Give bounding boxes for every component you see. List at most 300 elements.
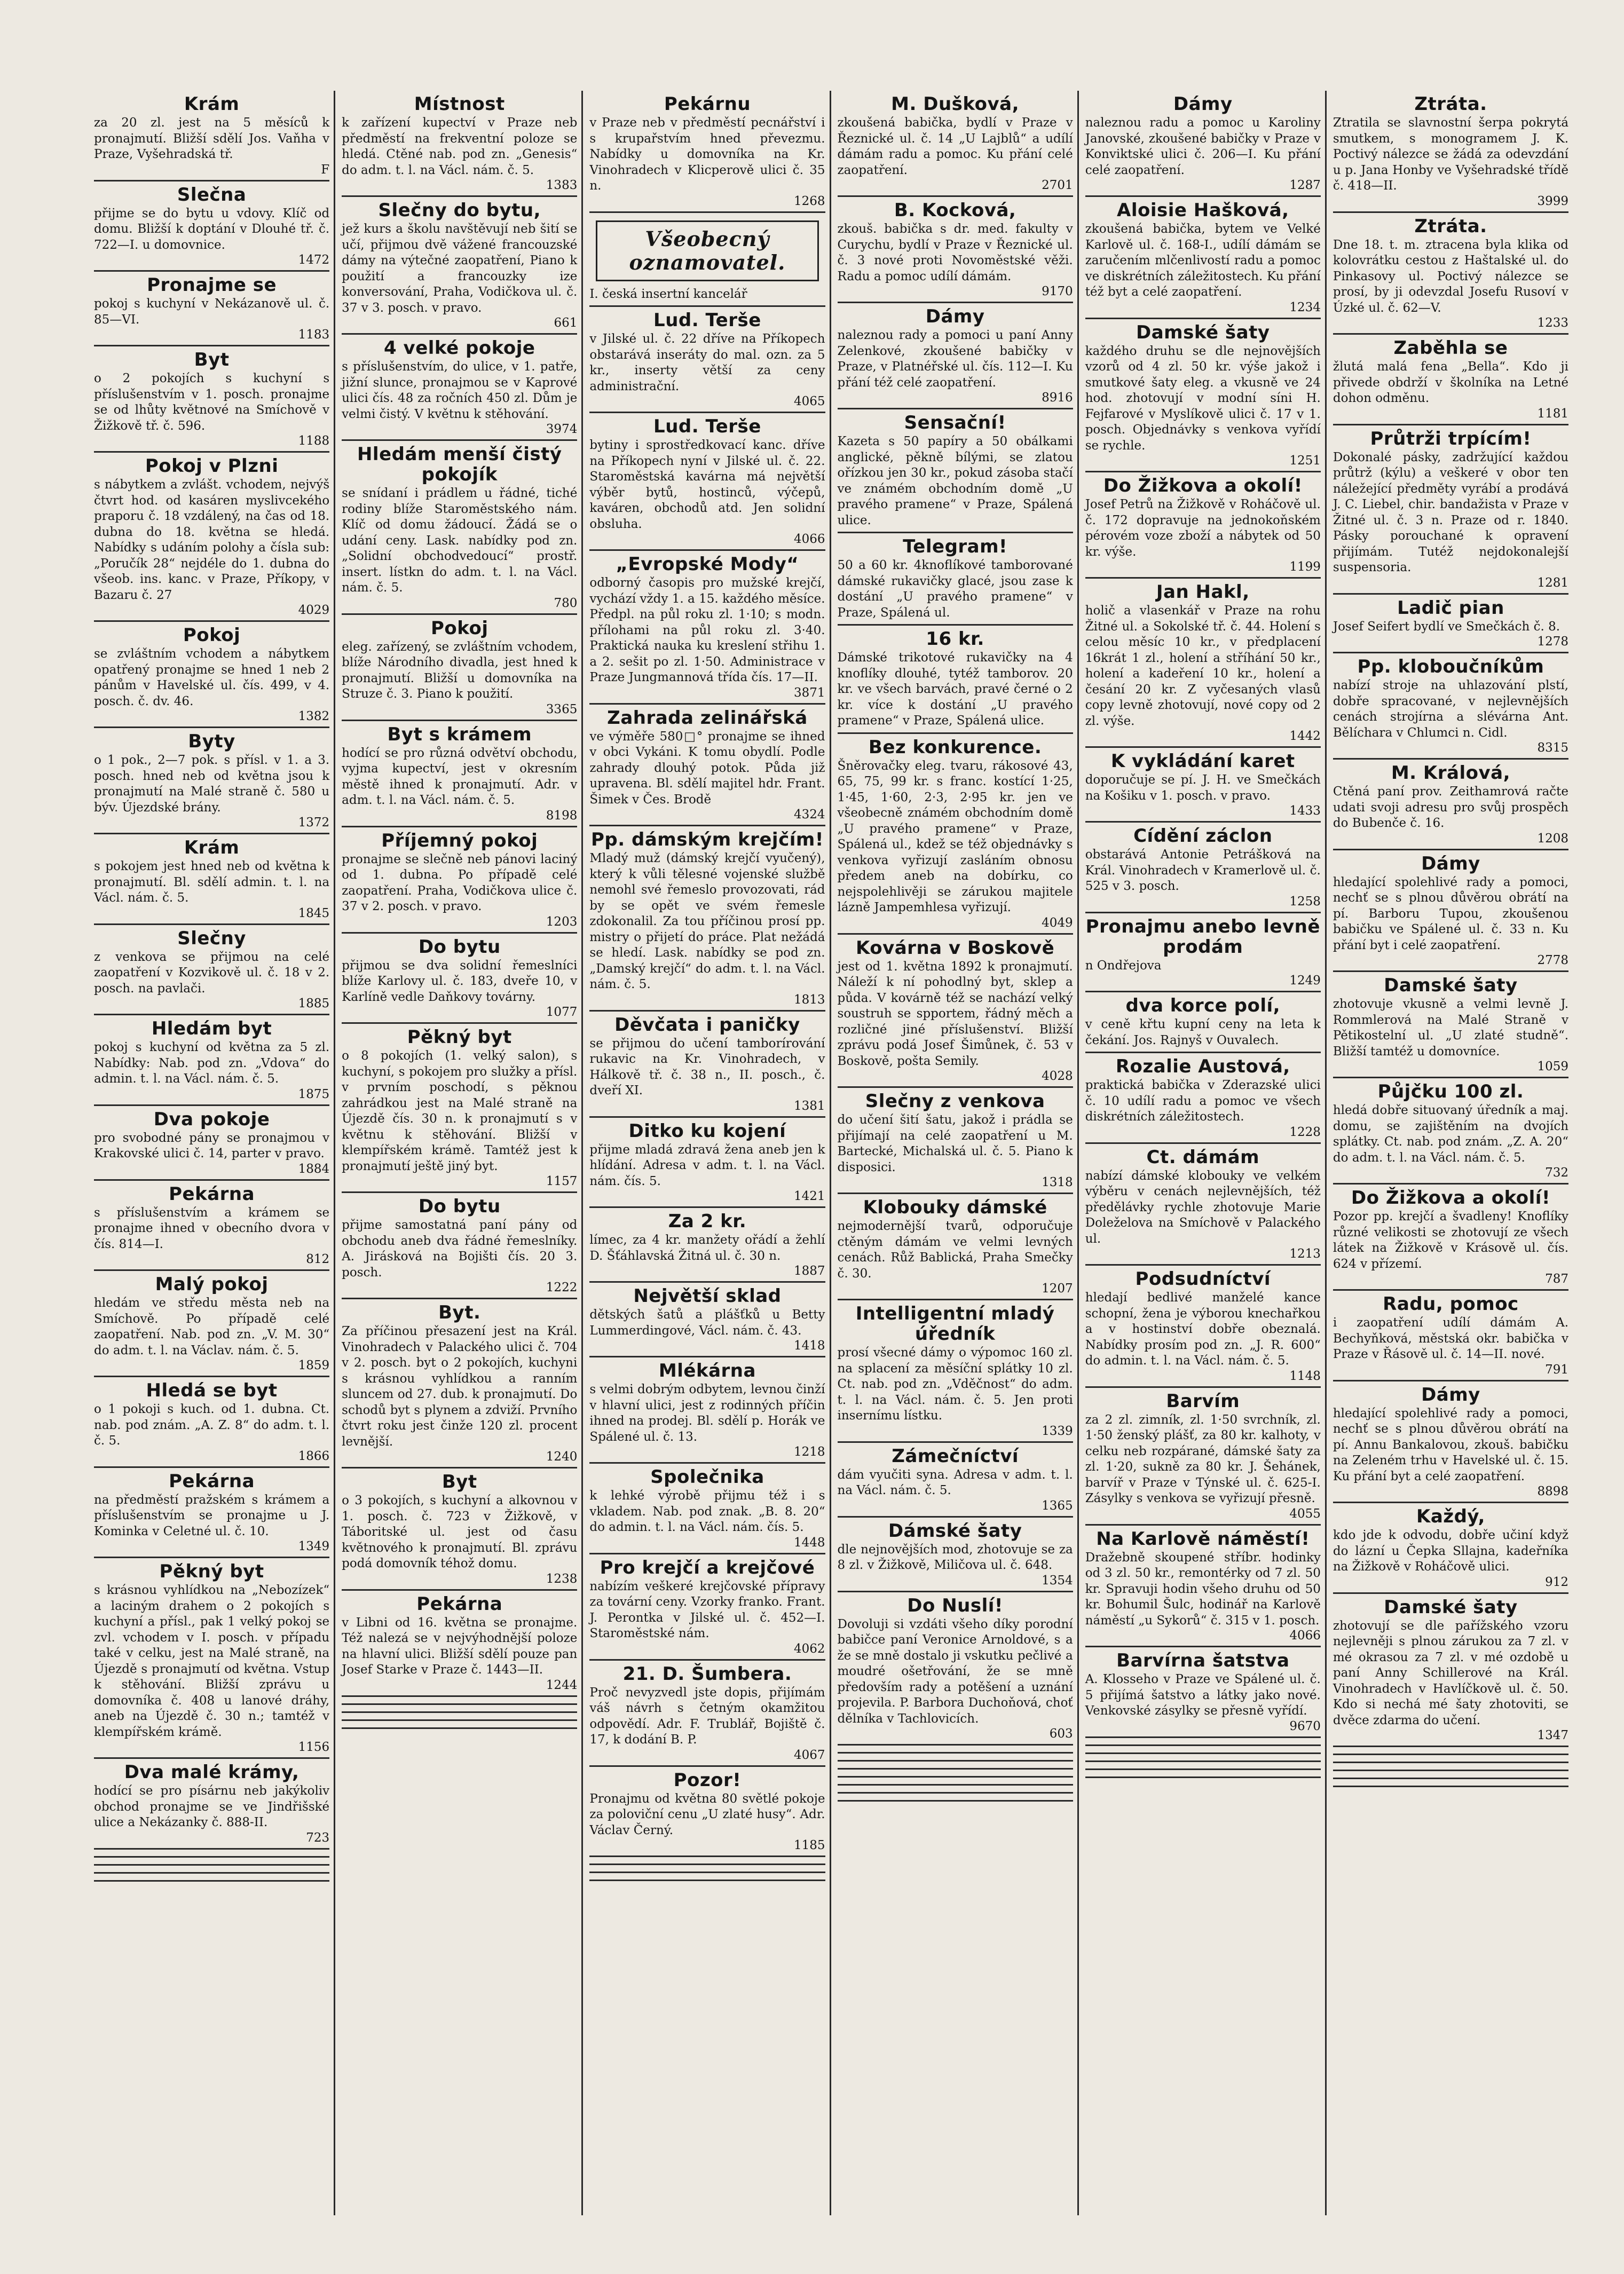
ad-number: 1349 [298,1539,330,1553]
ad-number: 4067 [793,1748,825,1762]
ad-body: o 2 pokojích s kuchyní s příslušenstvím v 1. posch. pronajme se od lhůty květnové na Smíchově v Žižkově tř. č. 596. [94,372,330,433]
classified-ad [838,1194,1073,1300]
ad-heading: Hledám byt [151,1018,272,1039]
ad-body: přijme samostatná paní pány od obchodu aneb dva řádné řemeslníky. A. Jirásková na Bojišti čís. 20 3. posch. [342,1218,578,1280]
ad-number: 9170 [1042,285,1073,298]
ad-number: 1845 [298,906,330,920]
classified-ad [1085,1144,1321,1266]
ad-body: nabízí dámské klobouky ve velkém výběru v cenách nejlevnějších, též předělávky rychle zhotovuje Marie Doleželova na Smíchově v Palackého ul. [1085,1168,1321,1246]
ad-heading: Byty [188,731,235,752]
ad-heading: Dva malé krámy, [124,1762,299,1783]
classified-ad [342,1591,577,1697]
ad-body: Josef Petrů na Žižkově v Roháčově ul. č. 172 dopravuje na jednokoňském pérovém voze zboží a nábytek od 50 kr. výše. [1085,498,1321,559]
ad-heading: Zámečníctví [892,1445,1019,1467]
ad-heading: Bez konkurence. [868,736,1042,758]
ad-number: 1228 [1289,1125,1321,1139]
classified-ad [838,1443,1073,1518]
classified-ad [838,1794,1073,1802]
classified-ad [1333,1763,1568,1771]
ad-heading: Damské šaty [1384,975,1518,996]
ad-heading: Aloisie Hašková, [1117,200,1289,221]
classified-ad [589,1554,825,1661]
ad-body: zkoušená babička, bytem ve Velké Karlově ul. č. 168-I., udílí dámám se zaručením mlčenlivostí radu a pomoc ve diskrétních záležitostech. Ku přání též byt a celé zaopatření. [1085,222,1321,299]
ad-heading: Děvčata i paničky [614,1014,800,1036]
classified-ad [1085,1762,1321,1770]
ad-number: 1347 [1537,1728,1569,1742]
ad-body: s pokojem jest hned neb od května k pronajmutí. Bl. sdělí admin. t. l. na Václ. nám. č. 5. [94,859,330,905]
ad-heading: Dámy [1421,1384,1480,1406]
ad-number: 1181 [1537,406,1569,421]
ad-body: s krásnou vyhlídkou na „Nebozízek“ a laciným drahem o 2 pokojích s kuchyní a přísl., pak 1 velký pokoj se zvl. vchodem v I. posch. v případu také v celku, jest na Malé straně, na Újezdě s pronajmutí od května. Vstup k stěhování. Bližší zprávu u domovníka č. 408 u lanové dráhy, aneb na Újezdě č. 30 n.; tamtéž v klempířském krámě. [94,1583,330,1739]
ad-heading: M. Králová, [1391,762,1511,784]
ad-number: 1183 [298,328,330,342]
ad-heading: Pro krejčí a krejčové [600,1557,815,1578]
ad-number: 1885 [298,997,330,1010]
ad-heading: Byt [194,349,230,370]
ad-body: Pozor pp. krejčí a švadleny! Knoflíky různé velikosti se zhotovují ze všech látek na Žižkově v Krásově ul. čís. 624 v přízemí. [1333,1210,1569,1271]
ad-body: za 2 zl. zimník, zl. 1·50 svrchník, zl. 1·50 ženský plášť, za 80 kr. kalhoty, v celku neb rozpárané, dámské šaty za zl. 1·20, sukně za 80 kr. J. Šehánek, barvíř v Praze v Týnské ul. č. 625-I. Zásylky s venkova se vyřizují přesně. [1085,1412,1321,1505]
ad-heading: Malý pokoj [155,1274,269,1295]
ad-number: 787 [1545,1272,1569,1286]
classified-ad [94,1558,329,1759]
ad-body: Ztratila se slavnostní šerpa pokrytá smutkem, s monogramem J. K. Poctivý nálezce se žádá za odevzdání u p. Jana Honby ve Vyšehradské třídě č. 418—II. [1333,116,1569,193]
ad-body: ve výměře 580□° pronajme se ihned v obci Vykáni. K tomu obydlí. Podle zahrady dlouhý potok. Půda již upravena. Bl. sdělí majitel hdr. Frant. Šimek v Čes. Brodě [589,729,825,807]
ad-heading: Ct. dámám [1146,1146,1260,1168]
ad-body: A. Klosseho v Praze ve Spálené ul. č. 5 přijímá šatstvo a látky jako nové. Venkovské zásylky se přesně vyřídí. [1085,1672,1321,1718]
ad-body: Šněrovačky eleg. tvaru, rákosové 43, 65, 75, 99 kr. s franc. kostící 1·25, 1·45, 1·60, 2·3, 2·95 kr. jen ve všeobecně známém obchodním domě „U pravého pramene“ v Praze, Spálená ul., kdež se též objednávky s venkova vyřizují zasláním obnosu předem aneb na dobírku, co nejspolehlivěji se zárukou majitele lázně Jampemhlesa vyřizují. [837,759,1073,914]
classified-ad [342,934,577,1024]
box-body: I. česká insertní kancelář [589,287,747,301]
ad-heading: Pekárna [416,1593,503,1615]
classified-ad [1333,760,1568,850]
ad-body: Dne 18. t. m. ztracena byla klika od kolovrátku cestou z Haštalské ul. do Pinkasovy ul. Poctivý nálezce se prosí, by ji odevzdal Josefu Rusoví v Úzké ul. č. 62—V. [1333,238,1569,315]
classified-ad [1085,1770,1321,1778]
ad-body: zhotovují se dle pařížského vzoru nejlevněji s plnou zárukou za 7 zl. v mé okrasou za 7 zl. v mé ozdobě u paní Anny Schillerové na Král. Vinohradech v Havlíčkově ul. č. 50. Kdo si nechá mé šaty zhotoviti, se dvěce zdarma do učení. [1333,1618,1569,1727]
classified-ad [589,1767,825,1858]
classified-ad [94,91,329,181]
classified-ad [1333,1503,1568,1594]
ad-body: hledající spolehlivé rady a pomoci, nechť se s plnou důvěrou obrátí na pí. Annu Bankalovou, zkouš. babičku na Zeleném trhu v Havelské ul. č. 15. Ku přání byt a celé zaopatření. [1333,1406,1569,1483]
ad-heading: Do bytu [418,1196,501,1217]
ad-body: hledající spolehlivé rady a pomoci, nechť se s plnou důvěrou obrátí na pí. Barboru Tupou, zkoušenou babičku ve Spálené ul. č. 33 n. Ku přání byt i celé zaopatření. [1333,875,1569,952]
ad-number: 1442 [1289,729,1321,743]
classified-ad [94,1874,329,1882]
ad-heading: Intelligentní mladý úředník [855,1303,1055,1345]
ad-heading: Zaběhla se [1393,337,1508,359]
ad-heading: Pronajmu anebo levně prodám [1085,915,1320,958]
classified-ad [1085,1754,1321,1762]
ad-heading: Pp. kloboučníkům [1357,656,1544,677]
classified-ad [589,1012,825,1118]
classified-ad [1085,319,1321,473]
ad-body: nejmodernější tvarů, odporučuje ctěným dámám ve velmi levných cenách. Růž Bablická, Praha Smečky č. 30. [837,1219,1073,1281]
ad-number: 1281 [1537,575,1569,590]
classified-ad [342,1705,577,1713]
ad-body: Dámské trikotové rukavičky na 4 knoflíky dlouhé, tytéž tamborov. 20 kr. ve všech barvách, pravé černé o 2 kr. více k dostání „U pravého pramene“ v Praze, Spálená ulice. [837,651,1073,728]
ad-heading: Společnika [650,1466,764,1488]
ad-heading: Jan Hakl, [1156,581,1250,603]
ad-body: o 3 pokojích, s kuchyní a alkovnou v 1. posch. č. 723 v Žižkově, v Táboritské ul. jest od času květnového k pronajmutí. Bl. zprávu podá domovník téhož domu. [342,1494,578,1570]
ad-heading: Damské šaty [1136,321,1270,343]
classified-ad [1333,972,1568,1078]
ad-number: 3974 [546,422,578,436]
ad-number: 4066 [793,532,825,546]
ad-number: 1448 [793,1535,825,1550]
ad-number: 1421 [793,1189,825,1203]
ad-body: naleznou rady a pomoci u paní Anny Zelenkové, zkoušené babičky v Praze, v Platnéřské ul. čís. 112—I. Ku přání též celé zaopatření. [837,328,1073,390]
ad-body: pronajme se slečně neb pánovi laciný od 1. dubna. Po případě celé zaopatření. Praha, Vodičkova ulice č. 37 v 2. posch. v pravo. [342,852,578,913]
column-2 [338,91,583,2215]
ad-body: n Ondřejova [1085,958,1162,973]
ad-heading: Pokoj v Plzni [145,455,279,477]
ad-body: každého druhu se dle nejnovějších vzorů od 4 zl. 50 kr. výše jakož i smutkové šaty eleg. a vkusně ve 24 hod. zhotovují v modní síni H. Fejfarové v Myslíkově ulici č. 17 v 1. posch. Objednávky s venkova vyřídí se rychle. [1085,344,1321,453]
ad-body: s nábytkem a zvlášt. vchodem, nejvýš čtvrt hod. od kasáren myslivcekého praporu č. 18 vzdálený, na čas od 18. dubna do 18. května se hledá. Nabídky s udáním polohy a čísla sub: „Poručík 28“ nejdéle do 1. dubna do všeob. ins. kanc. v Praze, Příkopy, v Bazaru č. 27 [94,478,330,602]
ad-number: 1866 [298,1449,330,1463]
ad-body: hledá dobře situovaný úředník a maj. domu, se zajištěním na dvojích splátky. Ct. nab. pod znám. „Z. A. 20“ do adm. t. l. na Václ. nám. č. 5. [1333,1103,1569,1165]
column-4 [834,91,1079,2215]
ad-heading: Byt [442,1471,477,1493]
classified-ad [1085,1738,1321,1746]
ad-body: Proč nevyzvedl jste dopis, přijímám váš návrh s četným okamžitou odpovědí. Adr. F. Trublář, Bojiště č. 17, k dodání B. P. [589,1685,825,1747]
ad-heading: Ditko ku kojení [628,1120,786,1142]
ad-body: v ceně křtu kupní ceny na leta k čekání. Jos. Rajnyš v Ouvalech. [1085,1017,1321,1047]
ad-body: doporučuje se pí. J. H. ve Smečkách na Košiku v 1. posch. v pravo. [1085,773,1321,803]
ad-number: 1222 [546,1281,578,1294]
classified-ad [1333,1747,1568,1755]
ad-heading: Pekárna [169,1183,255,1205]
ad-body: v Jilské ul. č. 22 dříve na Příkopech obstarává inseráty do mal. ozn. za 5 kr., inserty větší za ceny administrační. [589,332,825,393]
ad-body: holič a vlasenkář v Praze na rohu Žitné ul. a Sokolské tř. č. 44. Holení s celou měsíc 10 kr., v předplacení 16krát 1 zl., holení a stříhání 50 kr., holení a kadeření 10 kr., holení a česání 20 kr. Z vyčesaných vlasů copy levně zhotovují, nové copy od 2 zl. výše. [1085,604,1321,728]
ad-heading: Pěkný byt [407,1027,512,1048]
ad-number: 1249 [1289,974,1321,988]
classified-ad [838,1088,1073,1194]
ad-heading: Sensační! [904,412,1006,433]
ad-body: přijme se do bytu u vdovy. Klíč od domu. Bližší k doptání v Dlouhé tř. č. 722—I. u domovnice. [94,206,330,252]
ad-body: jest od 1. května 1892 k pronajmutí. Náleží k ní pohodlný byt, sklep a půda. V kovárně též se nachází velký soustruh se spportem, řádný měch a rozličné jiné příslušenství. Bližší zprávu podá Josef Šimůnek, č. 53 v Boskově, pošta Semily. [837,959,1073,1068]
ad-number: 1240 [546,1450,578,1464]
classified-ad [94,1377,329,1468]
ad-heading: Do Žižkova a okolí! [1351,1187,1550,1209]
ad-body: dám vyučiti syna. Adresa v adm. t. l. na Václ. nám. č. 5. [837,1467,1073,1497]
ad-heading: Příjemný pokoj [381,830,538,851]
ad-number: 812 [306,1252,330,1266]
ad-body: jež kurs a školu navštěvují neb šití se učí, přijmou dvě vážené francouzské dámy na výtečné zaopatření, Piano k použití a francouzky ize konversování, Praha, Vodičkova ul. č. 37 v 3. posch. v pravo. [342,222,578,315]
ad-body: pokoj s kuchyní v Nekázanově ul. č. 85—VI. [94,297,330,327]
classified-ad [838,626,1073,734]
ad-body: zkouš. babička s dr. med. fakulty v Curychu, bydlí v Praze v Řeznické ul. č. 3 nové proti Novoměstské věži. Radu a pomoc udílí dámám. [837,222,1073,283]
classified-ad [94,622,329,728]
ad-heading: Slečny do bytu, [378,200,541,221]
ad-body: k lehké výrobě přijmu též i s vkladem. Nab. pod znak. „B. 8. 20“ do admin. t. l. na Václ. nám. čís. 5. [589,1489,825,1534]
ad-body: nabízím veškeré krejčovské přípravy za tovární ceny. Vzorky franko. Frant. J. Perontka v Jilské ul. č. 452—I. Staroměstské nám. [589,1579,825,1640]
ad-number: 1884 [298,1162,330,1176]
ad-body: pro svobodné pány se pronajmou v Krakovské ulici č. 14, parter v pravo. [94,1131,330,1160]
classified-ad [838,1518,1073,1592]
ad-number: 3871 [793,685,825,700]
ad-heading: Dva pokoje [153,1108,270,1130]
classified-ad [1085,472,1321,579]
ad-body: na předměstí pražském s krámem a příslušenstvím se pronajme u J. Kominka v Celetné ul. č. 10. [94,1493,330,1538]
classified-ad [342,1721,577,1729]
ad-body: hledám ve středu města neb na Smíchově. Po případě celé zaopatření. Nab. pod zn. „V. M. 30“ do adm. t. l. na Václav. nám. č. 5. [94,1296,330,1357]
classified-ad [838,91,1073,197]
column-5 [1082,91,1327,2215]
classified-ad [342,441,577,615]
classified-ad [94,728,329,834]
ad-heading: Největší sklad [633,1285,782,1307]
classified-ad [94,1759,329,1850]
ad-number: 3365 [546,702,578,716]
classified-ad [94,272,329,346]
ad-heading: 4 velké pokoje [384,337,535,359]
classified-ad [589,705,825,827]
classified-ad [342,1299,577,1468]
ad-heading: Za 2 kr. [668,1211,747,1232]
ad-number: 1382 [298,709,330,723]
ad-heading: Místnost [414,93,505,115]
box-title: Všeobecný oznamovatel. [596,220,818,281]
ad-number: 2778 [1537,953,1569,967]
ad-number: 1372 [298,816,330,830]
ad-body: hledají bedlivé manželé kance schopní, žena je výborou knechařkou a v hostinství dobře obeznalá. Nabídky prosím pod zn. „J. R. 600“ do admin. t. l. na Václ. nám. č. 5. [1085,1291,1321,1368]
classified-ad [1333,595,1568,654]
ad-number: 4049 [1042,915,1073,930]
classified-ad [838,935,1073,1088]
classified-ad [1085,823,1321,913]
classified-ad [1085,913,1321,993]
ad-number: 1251 [1289,454,1321,468]
classified-ad [1333,1185,1568,1291]
ad-number: 603 [1049,1727,1073,1741]
classified-ad [94,181,329,272]
classified-ad [838,1770,1073,1778]
ad-number: 9670 [1289,1719,1321,1733]
classified-ad [838,533,1073,626]
ad-number: 723 [306,1830,330,1845]
ad-number: 1238 [546,1572,578,1586]
ad-number: 1156 [298,1740,330,1754]
classified-ad [838,1778,1073,1786]
ad-body: dle nejnovějších mod, zhotovuje se za 8 zl. v Žižkově, Miličova ul. č. 648. [837,1542,1073,1572]
classified-ad [1333,1078,1568,1185]
classified-ad [1333,213,1568,335]
ad-heading: Barvírna šatstva [1116,1650,1290,1671]
classified-ad [342,1713,577,1721]
classified-ad [589,1661,825,1767]
classified-ad [1333,1779,1568,1787]
classified-ad [838,1592,1073,1746]
classified-ad [1333,425,1568,595]
ad-number: 1258 [1289,894,1321,909]
ad-body: s příslušenstvím, do ulice, v 1. patře, jižní slunce, pronajmou se v Kaprové ulici čís. 48 za ročních 450 zl. Dům je velmi čistý. V květnu k stěhování. [342,360,578,421]
classified-ad [589,826,825,1012]
classified-ad [94,453,329,622]
classified-ad [1085,1388,1321,1526]
column-6 [1330,91,1573,2215]
ad-number: 1148 [1289,1369,1321,1383]
ad-heading: Podsudníctví [1135,1268,1271,1290]
ad-heading: dva korce polí, [1125,995,1281,1016]
ad-number: 4055 [1289,1506,1321,1521]
ad-number: 1418 [793,1339,825,1353]
ad-heading: Pokoj [183,625,241,646]
ad-body: o 1 pok., 2—7 pok. s přísl. v 1. a 3. posch. hned neb od května jsou k pronajmutí na Malé straně č. 580 u býv. Újezdské brány. [94,753,330,815]
classified-ad [1333,1594,1568,1748]
ad-number: 1287 [1289,178,1321,192]
classified-ad [838,1754,1073,1762]
ad-number: 1318 [1042,1175,1073,1189]
ad-heading: Radu, pomoc [1383,1293,1519,1315]
classified-ad [94,1181,329,1272]
ad-heading: Pozor! [673,1769,742,1791]
classified-ad [1333,1755,1568,1763]
ad-number: 1059 [1537,1060,1569,1073]
ad-body: Josef Seifert bydlí ve Smečkách č. 8. [1333,619,1560,634]
ad-body: se přijmou do učení tamborírování rukavic na Kr. Vinohradech, v Hálkově tř. č. 38 n., II. posch., č. dveří XI. [589,1036,825,1097]
classified-ad [342,827,577,934]
classified-ad [1333,1771,1568,1779]
classified-ad [838,409,1073,533]
ad-heading: Na Karlově náměstí! [1096,1528,1310,1550]
classified-ad [94,1015,329,1106]
ad-body: pokoj s kuchyní od května za 5 zl. Nabídky: Nab. pod zn. „Vdova“ do admin. t. l. na Václ. nám. č. 5. [94,1040,330,1086]
ad-heading: „Evropské Mody“ [616,554,799,575]
ad-body: do učení šití šatu, jakož i prádla se přijímají na celé zaopatření u M. Bartecké, Michalská ul. č. 5. Piano k disposici. [837,1113,1073,1174]
column-1 [91,91,335,2215]
ad-body: s velmi dobrým odbytem, levnou činží v hlavní ulici, jest z rodinných příčin ihned na prodej. Bl. sdělí p. Horák ve Spálené ul. č. 13. [589,1383,825,1444]
ad-heading: 21. D. Šumbera. [622,1663,792,1685]
ad-number: 1077 [546,1005,578,1019]
ad-body: Kazeta s 50 papíry a 50 obálkami anglické, pěkně bílými, se zlatou ořízkou jen 30 kr., pokud zásoba stačí ve známém obchodním domě „U pravého pramene“ v Praze, Spálená ulice. [837,435,1073,527]
ad-body: Mladý muž (dámský krejčí vyučený), který k vůli tělesné vojenské službě nemohl své řemeslo provozovati, rád by se opět ve svém řemesle zdokonalil. Za tou příčinou prosí pp. mistry o přijetí do práce. Plat nežádá se hledí. Lask. nabídky se pod zn. „Damský krejčí“ do adm. t. l. na Václ. nám. č. 5. [589,851,825,991]
ad-heading: Pěkný byt [159,1561,264,1582]
ad-body: z venkova se přijmou na celé zaopatření v Kozvikově ul. č. 18 v 2. posch. na pavlači. [94,950,330,996]
ad-heading: Pekárna [169,1470,255,1492]
ad-heading: Mlékárna [658,1360,756,1381]
classified-ad [838,1746,1073,1754]
classified-ad [1085,1746,1321,1754]
classified-ads-page [91,91,1573,2215]
ad-heading: Lud. Terše [653,310,761,331]
ad-heading: Dámy [1173,93,1233,115]
ad-heading: Do Nuslí! [907,1594,1003,1616]
ad-heading: Pronajme se [147,274,277,296]
ad-body: hodící se pro písárnu neb jakýkoliv obchod pronajme se ve Jindřišské ulice a Nekázanky č. 888-II. [94,1784,330,1829]
classified-ad [1333,1381,1568,1504]
ad-number: 1218 [793,1445,825,1459]
classified-ad [589,1873,825,1881]
ad-heading: Ztráta. [1414,215,1487,237]
ad-number: 8916 [1042,391,1073,405]
ad-heading: Byt s krámem [387,723,532,745]
ad-body: Pronajmu od května 80 světlé pokoje za poloviční cenu „U zlaté husy“. Adr. Václav Černý. [589,1791,825,1837]
classified-ad [589,1357,825,1464]
ad-heading: Ladič pian [1397,597,1504,619]
ad-body: Ctěná paní prov. Zeithamrová račte udati svoji adresu pro svůj prospěch do Bubenče č. 16. [1333,785,1569,830]
ad-number: 1365 [1042,1498,1073,1513]
ad-heading: Krám [184,93,240,115]
ad-number: 1207 [1042,1282,1073,1296]
ad-number: 4062 [793,1641,825,1656]
ad-body: se snídaní i prádlem u řádné, tiché rodiny blíže Staroměstského nám. Klíč od domu žádoucí. Žádá se o udání ceny. Lask. nabídky pod zn. „Solidní obchodvedoucí“ prostř. insert. lístkn do adm. t. l. na Václ. nám. č. 5. [342,486,578,595]
ad-body: za 20 zl. jest na 5 měsíců k pronajmutí. Bližší sdělí Jos. Vaňha v Praze, Vyšehradská tř. [94,116,330,161]
ad-number: 1188 [298,434,330,448]
ad-heading: Kovárna v Boskově [855,937,1055,959]
ad-heading: M. Dušková, [891,93,1020,115]
ad-body: praktická babička v Zderazské ulici č. 10 udílí radu a pomoc ve všech diskrétních záležitostech. [1085,1078,1321,1124]
ad-body: přijme mladá zdravá žena aneb jen k hlídání. Adresa v adm. t. l. na Václ. nám. čís. 5. [589,1142,825,1188]
ad-number: 1433 [1289,804,1321,818]
ad-body: k zařízení kupectví v Praze neb předměstí na frekventní poloze se hledá. Ctěné nab. pod zn. „Genesis“ do adm. t. l. na Václ. nám. č. 5. [342,116,578,177]
classified-ad [342,721,577,827]
classified-ad [94,1271,329,1377]
ad-number: 1859 [298,1359,330,1372]
ad-number: 1887 [793,1264,825,1278]
classified-ad [342,197,577,335]
classified-ad [838,1300,1073,1443]
ad-number: 1244 [546,1678,578,1692]
classified-ad [342,1193,577,1299]
ad-number: 1278 [1537,635,1569,649]
ad-body: eleg. zařízený, se zvláštním vchodem, blíže Národního divadla, jest hned k pronajmutí. Bližší u domovníka na Struze č. 3. Piano k použití. [342,639,578,701]
ad-heading: Cídění záclon [1133,825,1273,847]
ad-body: Dovoluji si vzdáti všeho díky porodní babičce paní Veronice Arnoldové, s a že se mně dostalo ji vskutku pečlivé a moudré ošetřování, že se mně předovším rady a potěšení a uznání projevila. P. Barbora Duchoňová, choť dělníka v Tachlovicích. [837,1617,1073,1726]
classified-ad [838,303,1073,409]
classified-ad [1333,335,1568,425]
ad-body: 50 a 60 kr. 4knoflíkové tamborované dámské rukavičky glacé, jsou zase k dostání „U pravého pramene“ v Praze, Spálená ul. [837,558,1073,620]
ad-heading: Klobouky dámské [863,1197,1047,1218]
ad-heading: Zahrada zelinářská [607,707,808,729]
ad-number: 1354 [1042,1573,1073,1588]
ad-heading: K vykládání karet [1110,751,1295,772]
ad-body: hodící se pro různá odvětví obchodu, vyjma kupectví, jest v okresním městě ihned k pronajmutí. Adr. v adm. t. l. na Václ. nám. č. 5. [342,746,578,807]
classified-ad [589,91,825,213]
ad-number: 1213 [1289,1247,1321,1261]
classified-ad [94,346,329,453]
classified-ad [589,1118,825,1209]
ad-number: 791 [1545,1362,1569,1377]
classified-ad [94,1106,329,1181]
ad-body: zkoušená babička, bydlí v Praze v Řeznické ul. č. 14 „U Lajblů“ a udílí dámám radu a pomoc. Ku přání celé zaopatření. [837,116,1073,177]
ad-number: 1813 [793,992,825,1007]
ad-body: žlutá malá fena „Bella“. Kdo ji přivede obdrží v školníka na Letné dohon odměnu. [1333,360,1569,405]
ad-number: 4066 [1289,1629,1321,1643]
ad-number: 4029 [298,603,330,617]
ad-heading: Dámské šaty [888,1520,1022,1542]
ad-body: s příslušenstvím a krámem se pronajme ihned v obecního dvora v čís. 814—I. [94,1205,330,1251]
ad-number: 732 [1545,1166,1569,1180]
classified-ad [589,1208,825,1283]
ad-body: Za příčinou přesazení jest na Král. Vinohradech v Palackého ulici č. 704 v 2. posch. byt o 2 pokojích, kuchyni s krásnou vyhlídkou a ranním sluncem od 27. dub. k pronajmutí. Do schodů byt s plynem a zdviží. Prvního čtvrt roku jest činže 120 zl. procent levnější. [342,1324,578,1449]
classified-ad [1085,197,1321,319]
ad-body: přijmou se dva solidní řemeslníci blíže Karlovy ul. č. 183, dveře 10, v Karlíně vedle Daňkovy továrny. [342,958,578,1004]
classified-ad [1085,1053,1321,1144]
ad-number: 8198 [546,808,578,823]
ad-number: 1875 [298,1087,330,1101]
ad-heading: Pp. dámským krejčím! [591,829,824,850]
ad-heading: Průtrži trpícím! [1370,428,1532,449]
ad-number: 1472 [298,253,330,267]
ad-number: 8315 [1537,741,1569,755]
ad-heading: Dámy [925,306,985,327]
ad-heading: 16 kr. [926,628,984,650]
classified-ad [94,925,329,1016]
ad-heading: Pekárnu [664,93,751,115]
ad-body: naleznou radu a pomoc u Karoliny Janovské, zkoušené babičky v Praze v Konviktské ulici č. 206—I. Ku přání celé zaopatření. [1085,116,1321,177]
classified-ad [342,1697,577,1705]
ad-heading: Rozalie Austová, [1115,1056,1290,1077]
ad-number: 1185 [793,1838,825,1852]
